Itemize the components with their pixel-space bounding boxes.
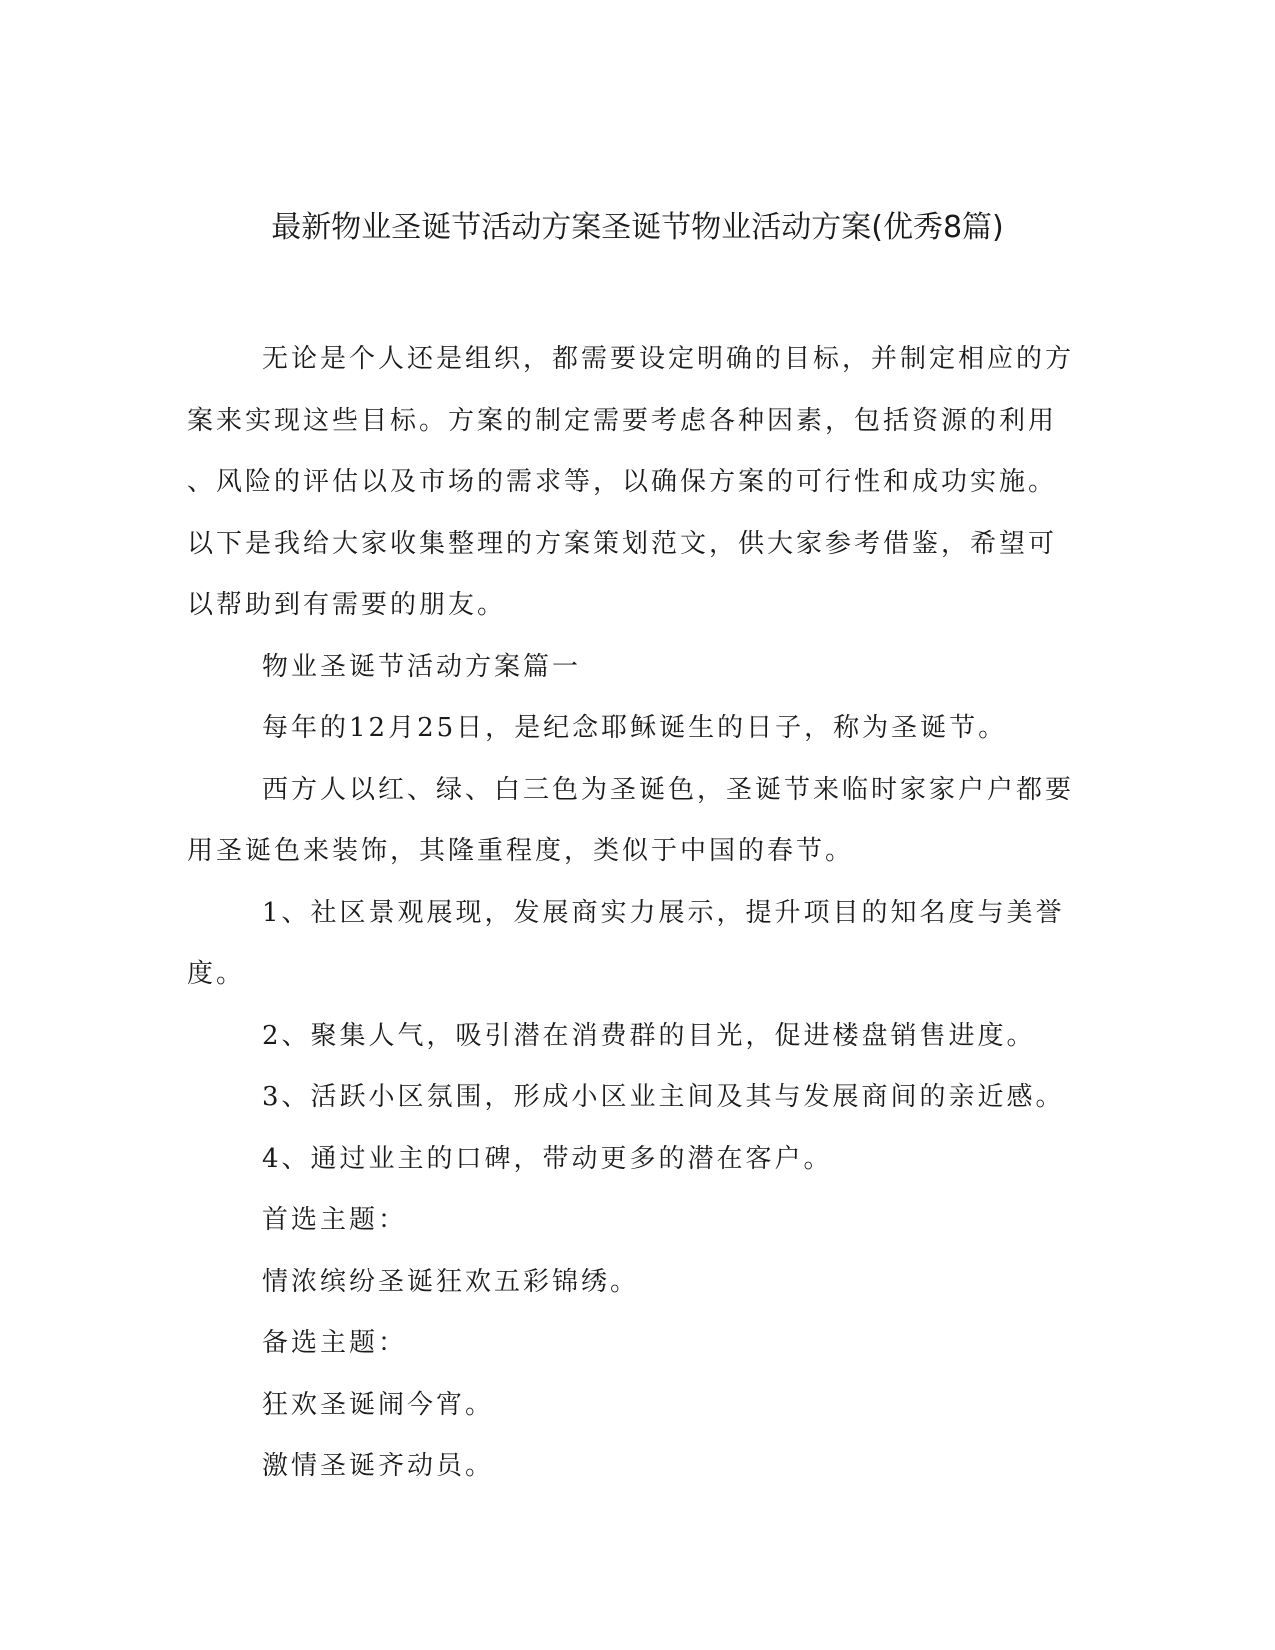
paragraph-line: 用圣诞色来装饰，其隆重程度，类似于中国的春节。 [187,836,855,866]
paragraph-line: 、风险的评估以及市场的需求等，以确保方案的可行性和成功实施。 [187,467,1058,497]
theme-text: 激情圣诞齐动员。 [262,1451,495,1481]
paragraph-line: 案来实现这些目标。方案的制定需要考虑各种因素，包括资源的利用 [187,405,1058,436]
list-item: 3、活跃小区氛围，形成小区业主间及其与发展商间的亲近感。 [262,1082,1065,1112]
theme-text: 情浓缤纷圣诞狂欢五彩锦绣。 [262,1266,640,1297]
paragraph-line: 无论是个人还是组织，都需要设定明确的目标，并制定相应的方 [262,344,1075,374]
document-title: 最新物业圣诞节活动方案圣诞节物业活动方案(优秀8篇) [271,210,1004,245]
theme-label: 备选主题： [262,1328,408,1358]
list-item: 2、聚集人气，吸引潜在消费群的目光，促进楼盘销售进度。 [262,1020,1036,1051]
paragraph-line: 以帮助到有需要的朋友。 [187,590,507,620]
document-body [187,329,1087,1498]
paragraph-line: 以下是我给大家收集整理的方案策划范文，供大家参考借鉴，希望可 [187,528,1058,559]
paragraph-line: 西方人以红、绿、白三色为圣诞色，圣诞节来临时家家户户都要 [262,774,1075,805]
list-item: 4、通过业主的口碑，带动更多的潜在客户。 [262,1143,833,1174]
list-item: 1、社区景观展现，发展商实力展示，提升项目的知名度与美誉 [262,897,1065,928]
paragraph-line: 每年的12月25日，是纪念耶稣诞生的日子，称为圣诞节。 [262,713,1008,743]
theme-text: 狂欢圣诞闹今宵。 [262,1389,495,1420]
theme-label: 首选主题： [262,1205,408,1235]
list-item-continuation: 度。 [187,959,246,989]
section-heading: 物业圣诞节活动方案篇一 [262,651,582,682]
